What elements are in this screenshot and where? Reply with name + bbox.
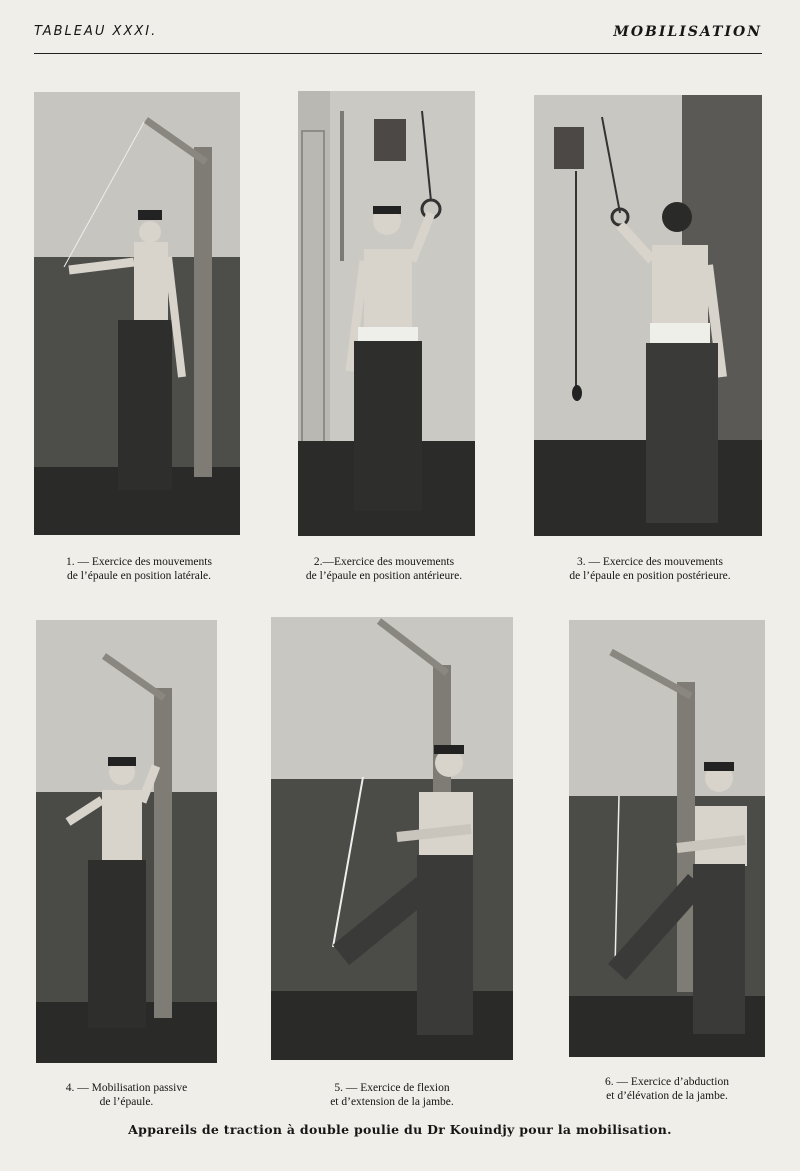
photo-1-lateral-shoulder-exercise <box>34 92 240 535</box>
photo-5-leg-flexion-extension <box>271 617 513 1060</box>
caption-1-line2: de l’épaule en position latérale. <box>66 570 211 582</box>
caption-4 <box>36 1081 217 1109</box>
caption-6 <box>567 1075 767 1103</box>
photo-2-anterior-shoulder-exercise <box>298 91 475 536</box>
photo-6-leg-abduction-elevation <box>569 620 765 1057</box>
caption-1 <box>34 555 244 583</box>
caption-3-line1: 3. — Exercice des mouvements <box>577 556 723 568</box>
caption-5-line1: 5. — Exercice de flexion <box>334 1082 450 1094</box>
caption-4-line2: de l’épaule. <box>99 1096 154 1108</box>
caption-3 <box>544 555 756 583</box>
caption-3-line2: de l’épaule en position postérieure. <box>569 570 731 582</box>
section-title: MOBILISATION <box>613 24 762 40</box>
header-rule <box>34 53 762 54</box>
caption-4-line1: 4. — Mobilisation passive <box>65 1082 188 1094</box>
caption-2-line2: de l’épaule en position antérieure. <box>305 570 463 582</box>
caption-5-line2: et d’extension de la jambe. <box>330 1096 454 1108</box>
caption-6-line1: 6. — Exercice d’abduction <box>605 1076 729 1088</box>
caption-2-line1: 2.—Exercice des mouvements <box>313 556 455 568</box>
caption-2 <box>284 555 484 583</box>
caption-6-line2: et d’élévation de la jambe. <box>606 1090 728 1102</box>
plate-caption: Appareils de traction à double poulie du Dr Kouindjy pour la mobilisation. <box>128 1122 672 1137</box>
photo-3-posterior-shoulder-exercise <box>534 95 762 536</box>
caption-1-line1: 1. — Exercice des mouvements <box>66 556 212 568</box>
plate-number: TABLEAU XXXI. <box>34 24 158 39</box>
photo-4-passive-shoulder-mobilization <box>36 620 217 1063</box>
caption-5 <box>292 1081 492 1109</box>
